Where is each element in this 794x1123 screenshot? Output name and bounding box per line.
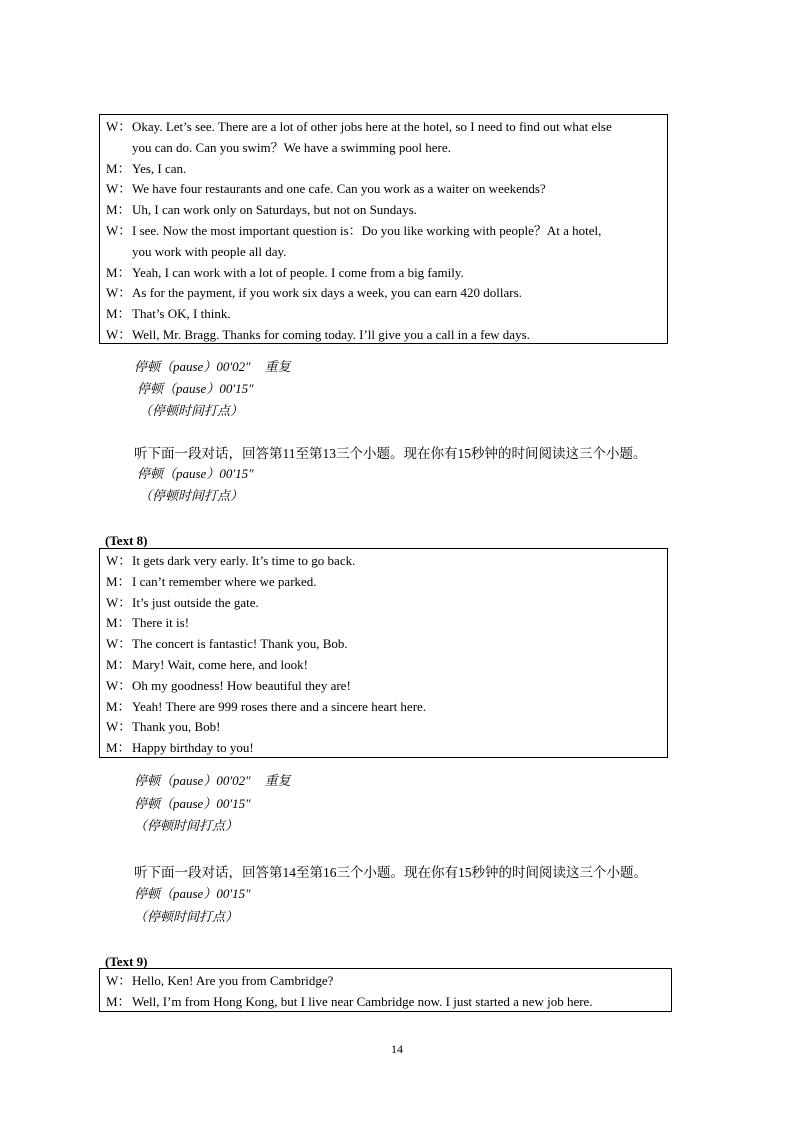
dialog-line: W：We have four restaurants and one cafe. Can you work as a waiter on weekends? xyxy=(106,181,546,197)
listening-instruction: 听下面一段对话，回答第14至第16三个小题。现在你有15秒钟的时间阅读这三个小题。 xyxy=(134,865,647,880)
dialog-line: M：Happy birthday to you! xyxy=(106,740,254,756)
dialog-line: M：Yeah, I can work with a lot of people. I come from a big family. xyxy=(106,264,464,280)
pause-timing-note: （停顿时间打点） xyxy=(134,818,239,833)
page-number: 14 xyxy=(391,1042,403,1056)
dialog-line-continuation: you can do. Can you swim？We have a swimming pool here. xyxy=(132,139,451,155)
dialog-line: M：Yeah! There are 999 roses there and a sincere heart here. xyxy=(106,698,427,714)
dialog-line: W：It’s just outside the gate. xyxy=(106,594,259,610)
dialog-line: M：There it is! xyxy=(106,615,190,631)
repeat-label: 重复 xyxy=(264,359,291,374)
dialog-line: M：That’s OK, I think. xyxy=(106,306,231,322)
dialog-line: M：Mary! Wait, come here, and look! xyxy=(106,656,308,672)
dialog-line: W：It gets dark very early. It’s time to go back. xyxy=(106,553,356,568)
dialog-line: W：Well, Mr. Bragg. Thanks for coming today. I’ll give you a call in a few days. xyxy=(106,326,530,342)
dialog-box-text7 xyxy=(99,114,668,344)
pause-instruction: 停顿（pause）00′02″ 重复 xyxy=(134,773,291,788)
dialog-line: W：As for the payment, if you work six days a week, you can earn 420 dollars. xyxy=(106,285,522,301)
pause-timing-note: （停顿时间打点） xyxy=(139,488,244,503)
dialog-line: M：Well, I’m from Hong Kong, but I live near Cambridge now. I just started a new job here. xyxy=(106,993,593,1009)
dialog-line: W：I see. Now the most important question is：Do you like working with people？At a hotel, xyxy=(106,222,602,238)
dialog-line: W：Oh my goodness! How beautiful they are! xyxy=(106,677,351,693)
section-header-text8: (Text 8) xyxy=(105,533,148,548)
section-header-text9: (Text 9) xyxy=(105,954,148,969)
dialog-line-continuation: you work with people all day. xyxy=(132,243,287,259)
dialog-line: W：Okay. Let’s see. There are a lot of other jobs here at the hotel, so I need to find out what else xyxy=(106,119,612,134)
pause-instruction: 停顿（pause）00′15″ xyxy=(134,796,251,811)
listening-instruction: 听下面一段对话，回答第11至第13三个小题。现在你有15秒钟的时间阅读这三个小题。 xyxy=(134,446,647,461)
pause-instruction: 停顿（pause）00′15″ xyxy=(137,381,254,396)
dialog-box-text9 xyxy=(99,968,672,1012)
pause-instruction: 停顿（pause）00′02″ 重复 xyxy=(134,359,291,374)
dialog-line: W：The concert is fantastic! Thank you, Bob. xyxy=(106,636,348,652)
pause-timing-note: （停顿时间打点） xyxy=(139,403,244,418)
repeat-label: 重复 xyxy=(264,773,291,788)
pause-instruction: 停顿（pause）00′15″ xyxy=(137,466,254,481)
dialog-line: M：I can’t remember where we parked. xyxy=(106,573,317,589)
dialog-line: M：Yes, I can. xyxy=(106,160,187,176)
dialog-line: M：Uh, I can work only on Saturdays, but not on Sundays. xyxy=(106,202,417,218)
dialog-box-text8 xyxy=(99,548,668,758)
pause-timing-note: （停顿时间打点） xyxy=(134,909,239,924)
dialog-line: W：Hello, Ken! Are you from Cambridge? xyxy=(106,973,334,988)
pause-instruction: 停顿（pause）00′15″ xyxy=(134,886,251,901)
dialog-line: W：Thank you, Bob! xyxy=(106,719,221,735)
